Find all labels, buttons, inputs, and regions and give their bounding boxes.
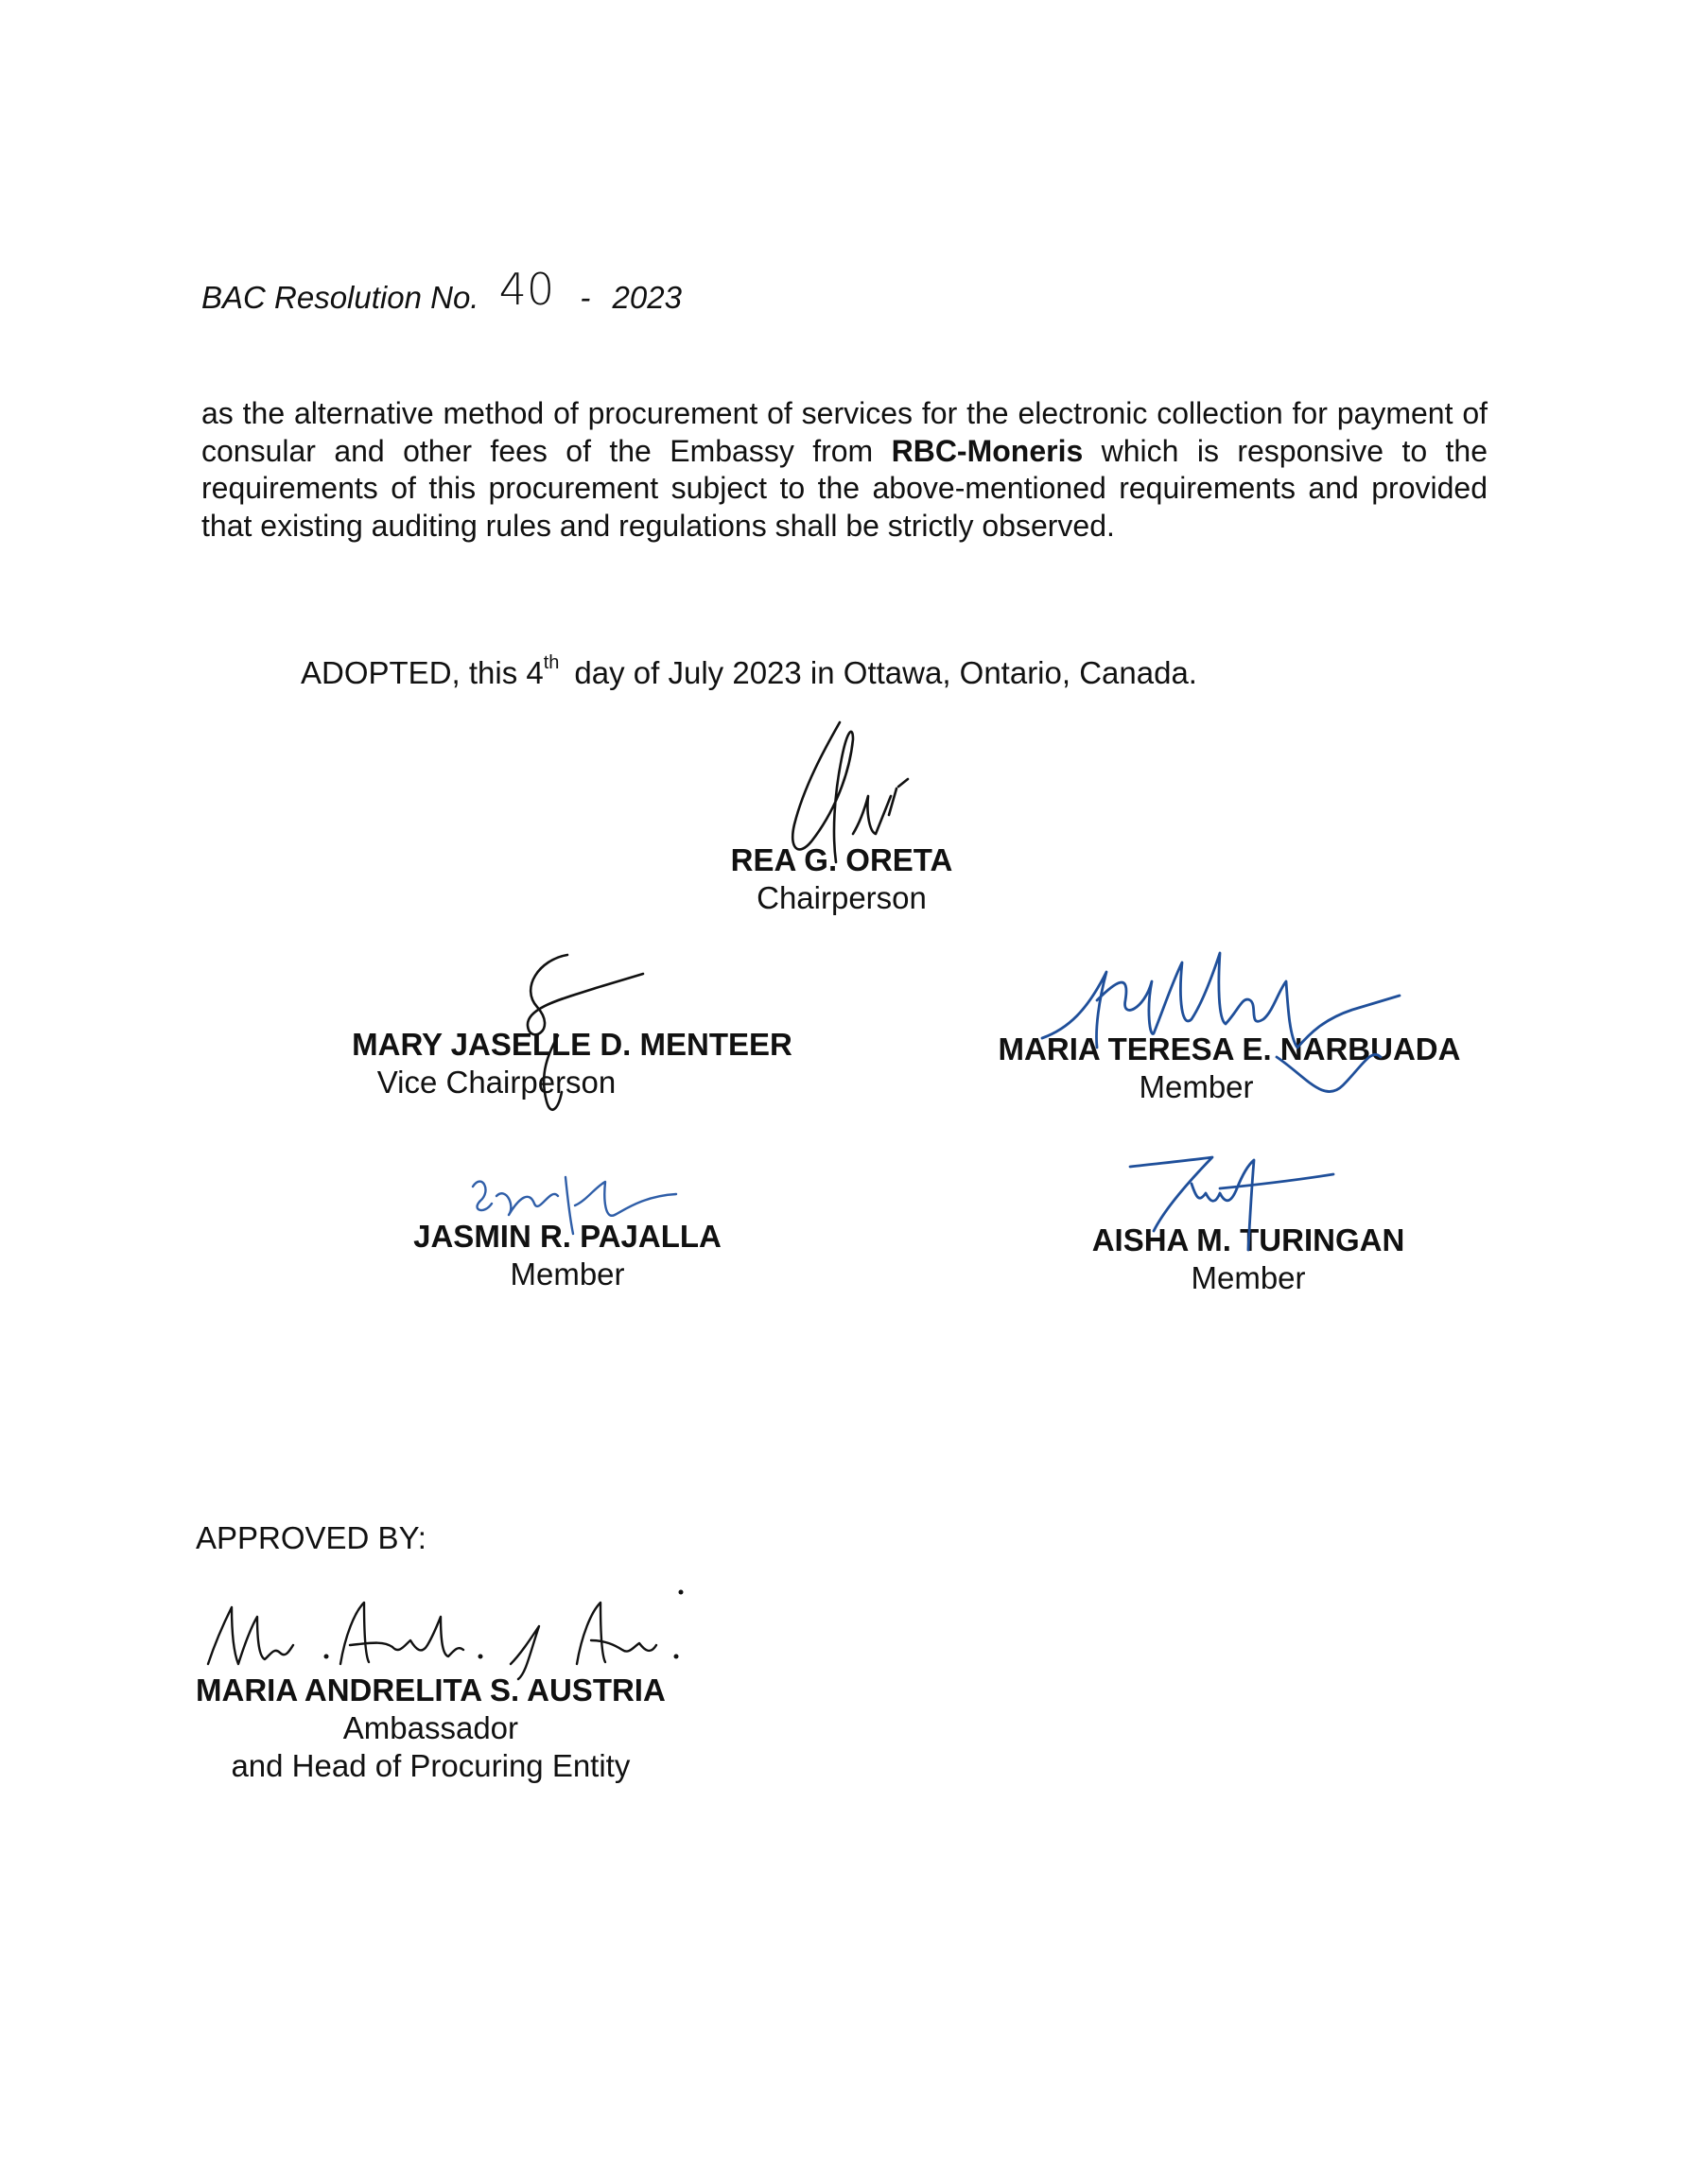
provider-name: RBC-Moneris bbox=[891, 433, 1084, 468]
resolution-separator: - bbox=[580, 280, 591, 315]
signatory-title: Member bbox=[1191, 1260, 1306, 1295]
signatory-title: Vice Chairperson bbox=[376, 1065, 617, 1100]
signatory-name: AISHA M. TURINGAN bbox=[1091, 1222, 1405, 1257]
signature-block-member-1 bbox=[974, 1031, 1485, 1106]
adopted-rest: day of July 2023 in Ottawa, Ontario, Canada. bbox=[574, 655, 1197, 690]
signatory-name: REA G. ORETA bbox=[730, 842, 953, 877]
signatory-name: MARY JASELLE D. MENTEER bbox=[352, 1027, 792, 1062]
signatory-name: JASMIN R. PAJALLA bbox=[413, 1219, 722, 1254]
adopted-ordinal: th bbox=[543, 652, 560, 673]
signatory-title: Member bbox=[1139, 1069, 1254, 1104]
signature-block-chair bbox=[662, 841, 1021, 917]
signature-block-vice-chair bbox=[336, 1026, 809, 1101]
ambassador-title: Ambassador bbox=[342, 1710, 519, 1745]
ambassador-signature bbox=[199, 1588, 690, 1683]
body-text-after: which is responsive to the requirements of this procurement subject to the above-mentioned requirements and provided that existing auditing rules and regulations shall be strictly observed. bbox=[201, 433, 1488, 543]
resolution-prefix: BAC Resolution No. bbox=[201, 280, 479, 315]
resolution-year: 2023 bbox=[612, 280, 682, 315]
resolution-number: 40 bbox=[498, 264, 555, 315]
adopted-prefix: ADOPTED, this 4 bbox=[301, 655, 544, 690]
signatory-name: MARIA TERESA E. NARBUADA bbox=[998, 1031, 1461, 1066]
resolution-header bbox=[201, 264, 682, 319]
signature-block-member-3 bbox=[1069, 1222, 1428, 1297]
approved-by-label: APPROVED BY: bbox=[196, 1520, 426, 1555]
ambassador-name: MARIA ANDRELITA S. AUSTRIA bbox=[196, 1673, 666, 1707]
ambassador-title-line2: and Head of Procuring Entity bbox=[231, 1748, 631, 1783]
resolution-body bbox=[201, 395, 1488, 545]
body-text-before: as the alternative method of procurement of services for the electronic collection for payment of consular and other fees of the Embassy from bbox=[201, 396, 1488, 468]
signature-block-ambassador bbox=[196, 1672, 666, 1785]
signature-block-member-2 bbox=[378, 1218, 757, 1293]
signatory-title: Chairperson bbox=[757, 880, 927, 915]
adopted-line bbox=[301, 652, 1197, 691]
signatory-title: Member bbox=[510, 1257, 625, 1291]
